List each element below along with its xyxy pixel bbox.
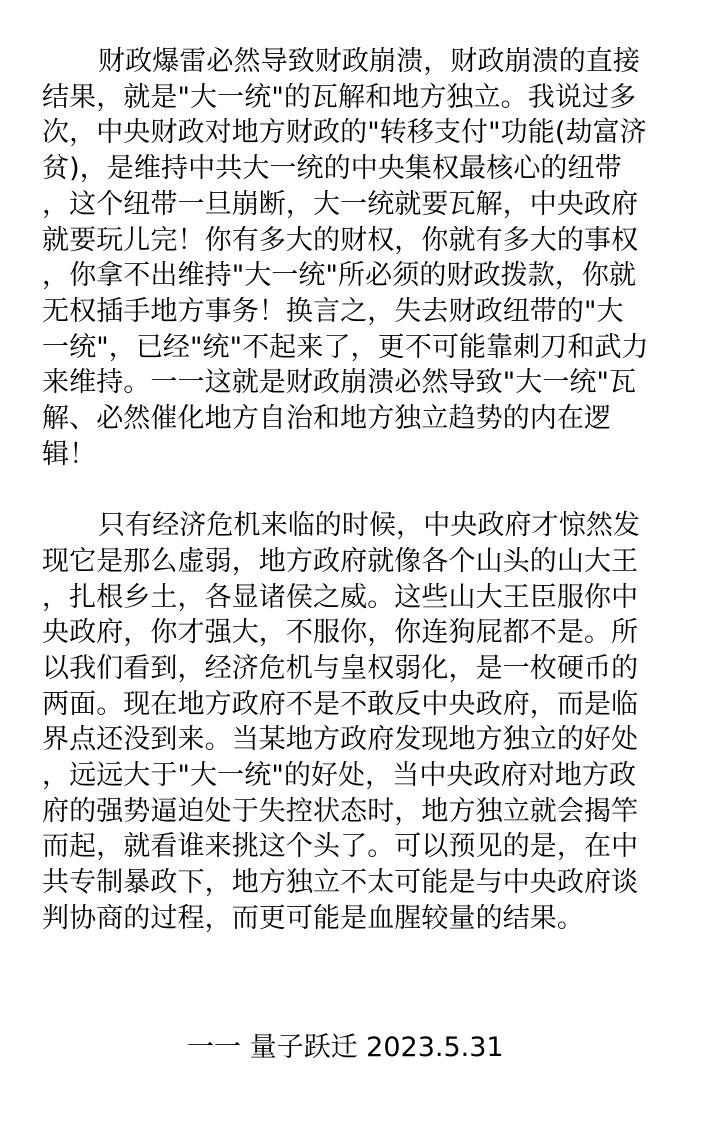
text-line: 而起，就看谁来挑这个头了。可以预见的是，在中 bbox=[42, 831, 639, 863]
text-line: 贫)，是维持中共大一统的中央集权最核心的纽带 bbox=[42, 153, 622, 185]
text-line: 结果，就是"大一统"的瓦解和地方独立。我说过多 bbox=[42, 81, 637, 113]
text-line: 就要玩儿完！你有多大的财权，你就有多大的事权 bbox=[42, 224, 639, 256]
paragraph-1 bbox=[42, 44, 678, 472]
paragraph-spacer bbox=[42, 472, 678, 508]
text-line: ，远远大于"大一统"的好处，当中央政府对地方政 bbox=[42, 760, 637, 792]
text-line: ，你拿不出维持"大一统"所必须的财政拨款，你就 bbox=[42, 260, 637, 292]
text-line: 解、必然催化地方自治和地方独立趋势的内在逻 bbox=[42, 403, 612, 435]
text-line: 只有经济危机来临的时候，中央政府才惊然发 bbox=[98, 510, 640, 542]
text-line: 共专制暴政下，地方独立不太可能是与中央政府谈 bbox=[42, 867, 639, 899]
text-line: 判协商的过程，而更可能是血腥较量的结果。 bbox=[42, 902, 584, 934]
text-line: ，这个纽带一旦崩断，大一统就要瓦解，中央政府 bbox=[42, 188, 639, 220]
text-line: 以我们看到，经济危机与皇权弱化，是一枚硬币的 bbox=[42, 652, 639, 684]
paragraph-2 bbox=[42, 508, 678, 936]
text-line: 次，中央财政对地方财政的"转移支付"功能(劫富济 bbox=[42, 117, 647, 149]
text-line: 无权插手地方事务！换言之，失去财政纽带的"大 bbox=[42, 295, 624, 327]
author-signature: 一一 量子跃迁 2023.5.31 bbox=[187, 1032, 504, 1063]
text-line: 两面。现在地方政府不是不敢反中央政府，而是临 bbox=[42, 688, 639, 720]
text-line: 界点还没到来。当某地方政府发现地方独立的好处 bbox=[42, 724, 639, 756]
article-body bbox=[42, 44, 678, 937]
text-line: 来维持。一一这就是财政崩溃必然导致"大一统"瓦 bbox=[42, 367, 637, 399]
text-line: 一统"，已经"统"不起来了，更不可能靠刺刀和武力 bbox=[42, 331, 649, 363]
text-line: 辑！ bbox=[42, 438, 97, 470]
text-line: 现它是那么虚弱，地方政府就像各个山头的山大王 bbox=[42, 545, 639, 577]
text-line: 财政爆雷必然导致财政崩溃，财政崩溃的直接 bbox=[98, 46, 640, 77]
text-line: ，扎根乡土，各显诸侯之威。这些山大王臣服你中 bbox=[42, 581, 639, 613]
text-line: 府的强势逼迫处于失控状态时，地方独立就会揭竿 bbox=[42, 795, 639, 827]
text-line: 央政府，你才强大，不服你，你连狗屁都不是。所 bbox=[42, 617, 639, 649]
